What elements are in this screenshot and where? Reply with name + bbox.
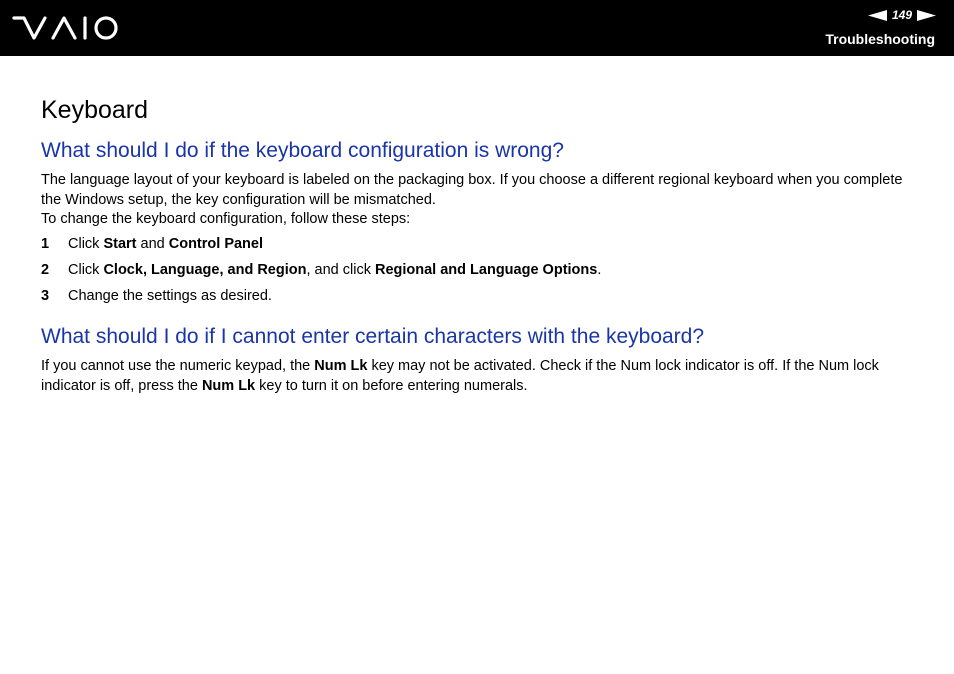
section-name: Troubleshooting bbox=[825, 31, 935, 47]
paragraph-text: key may not be activated. Check if the Num lock indicator is off. If the Num lock indicator is off, press the bbox=[41, 358, 879, 394]
step-bold-term: Control Panel bbox=[168, 236, 264, 252]
page-header bbox=[0, 0, 954, 56]
page-title: Keyboard bbox=[41, 96, 149, 124]
vaio-logo-icon bbox=[12, 13, 120, 43]
step-3 bbox=[41, 287, 272, 306]
step-bold-term: Start bbox=[103, 236, 137, 252]
step-bold-term: Clock, Language, and Region bbox=[103, 262, 307, 278]
page-navigation bbox=[868, 7, 936, 23]
step-text: and bbox=[136, 236, 169, 252]
question-2-paragraph bbox=[41, 357, 926, 396]
step-bold-term: Regional and Language Options bbox=[374, 262, 598, 278]
paragraph-text: key to turn it on before entering numerals. bbox=[255, 377, 528, 394]
num-lk-key-term: Num Lk bbox=[201, 377, 256, 394]
page-number: 149 bbox=[891, 8, 912, 22]
paragraph-text: If you cannot use the numeric keypad, the bbox=[41, 358, 315, 374]
next-page-icon[interactable] bbox=[917, 10, 936, 21]
step-text: . bbox=[597, 262, 602, 278]
step-text: Click bbox=[68, 262, 104, 278]
step-number: 2 bbox=[41, 262, 50, 278]
step-1 bbox=[41, 235, 263, 254]
previous-page-icon[interactable] bbox=[868, 10, 887, 21]
question-2-heading: What should I do if I cannot enter certain characters with the keyboard? bbox=[41, 325, 705, 348]
question-1-instructions: To change the keyboard configuration, follow these steps: bbox=[41, 211, 411, 227]
question-1-paragraph: The language layout of your keyboard is labeled on the packaging box. If you choose a different regional keyboard when you complete the Windows setup, the key configuration will be mismatched. bbox=[41, 172, 903, 208]
num-lk-key-term: Num Lk bbox=[314, 358, 368, 374]
step-text: Change the settings as desired. bbox=[68, 288, 272, 304]
step-number: 1 bbox=[41, 236, 50, 252]
step-number: 3 bbox=[41, 288, 50, 304]
step-text: , and click bbox=[306, 262, 375, 278]
question-1-heading: What should I do if the keyboard configuration is wrong? bbox=[41, 139, 564, 162]
step-text: Click bbox=[68, 236, 104, 252]
step-2 bbox=[41, 261, 601, 280]
